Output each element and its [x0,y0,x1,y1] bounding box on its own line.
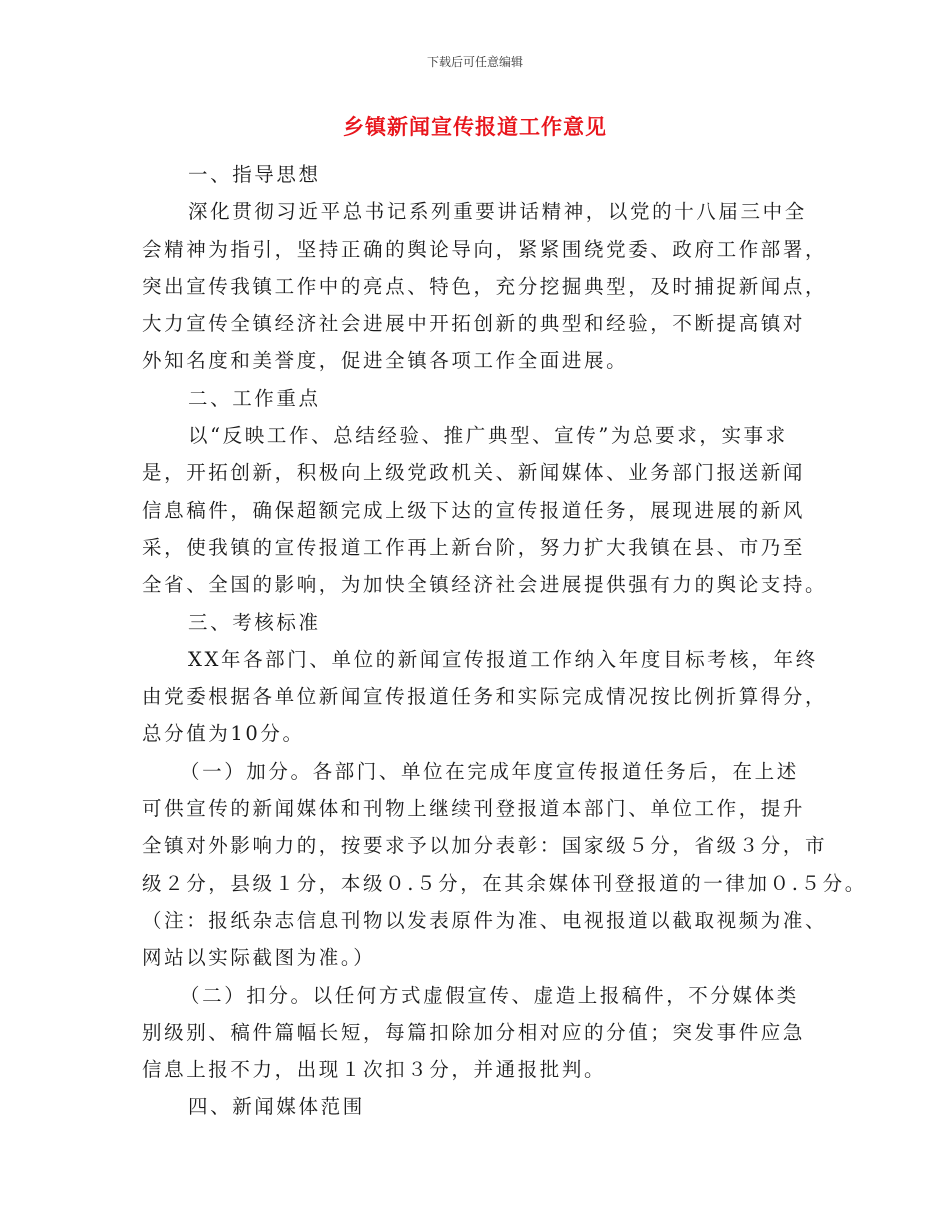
paragraph-line: 由党委根据各单位新闻宣传报道任务和实际完成情况按比例折算得分， [142,685,828,709]
paragraph-line: 是，开拓创新，积极向上级党政机关、新闻媒体、业务部门报送新闻 [142,461,806,485]
section-heading-4: 四、新闻媒体范围 [188,1095,365,1119]
document-body [142,156,867,1126]
paragraph-line: （一）加分。各部门、单位在完成年度宣传报道任务后，在上述 [180,759,799,783]
header-note: 下载后可任意编辑 [426,55,523,69]
paragraph-line: 可供宣传的新闻媒体和刊物上继续刊登报道本部门、单位工作，提升 [142,797,806,821]
section-heading-3: 三、考核标准 [188,610,321,634]
section-heading-2: 二、工作重点 [188,386,321,410]
paragraph-line: 别级别、稿件篇幅长短，每篇扣除加分相对应的分值；突发事件应急 [142,1020,806,1044]
document-title: 乡镇新闻宣传报道工作意见 [343,114,607,139]
paragraph-line: （二）扣分。以任何方式虚假宣传、虚造上报稿件，不分媒体类 [180,983,799,1007]
paragraph-line: 全镇对外影响力的，按要求予以加分表彰：国家级５分，省级３分，市 [142,834,828,858]
paragraph-line: 会精神为指引，坚持正确的舆论导向，紧紧围绕党委、政府工作部署， [142,237,828,261]
paragraph-line: 信息上报不力，出现１次扣３分，并通报批判。 [142,1058,607,1082]
paragraph-line: XX年各部门、单位的新闻宣传报道工作纳入年度目标考核，年终 [188,647,818,671]
paragraph-line: 总分值为10分。 [142,722,305,746]
paragraph-line: 网站以实际截图为准。） [142,946,376,970]
paragraph-line: 级２分，县级１分，本级０.５分，在其余媒体刊登报道的一律加０.５分。 [142,871,867,895]
paragraph-line: （注：报纸杂志信息刊物以发表原件为准、电视报道以截取视频为准、 [142,908,828,932]
paragraph-line: 外知名度和美誉度，促进全镇各项工作全面进展。 [142,349,629,373]
paragraph-line: 深化贯彻习近平总书记系列重要讲话精神，以党的十八届三中全 [188,200,807,224]
paragraph-line: 突出宣传我镇工作中的亮点、特色，充分挖掘典型，及时捕捉新闻点， [142,274,828,298]
paragraph-line: 全省、全国的影响，为加快全镇经济社会进展提供强有力的舆论支持。 [142,573,828,597]
paragraph-line: 以“反映工作、总结经验、推广典型、宣传”为总要求，实事求 [188,424,788,448]
paragraph-line: 信息稿件，确保超额完成上级下达的宣传报道任务，展现进展的新风 [142,498,806,522]
paragraph-line: 采，使我镇的宣传报道工作再上新台阶，努力扩大我镇在县、市乃至 [142,535,806,559]
section-heading-1: 一、指导思想 [188,163,321,186]
paragraph-line: 大力宣传全镇经济社会进展中开拓创新的典型和经验，不断提高镇对 [142,312,806,336]
